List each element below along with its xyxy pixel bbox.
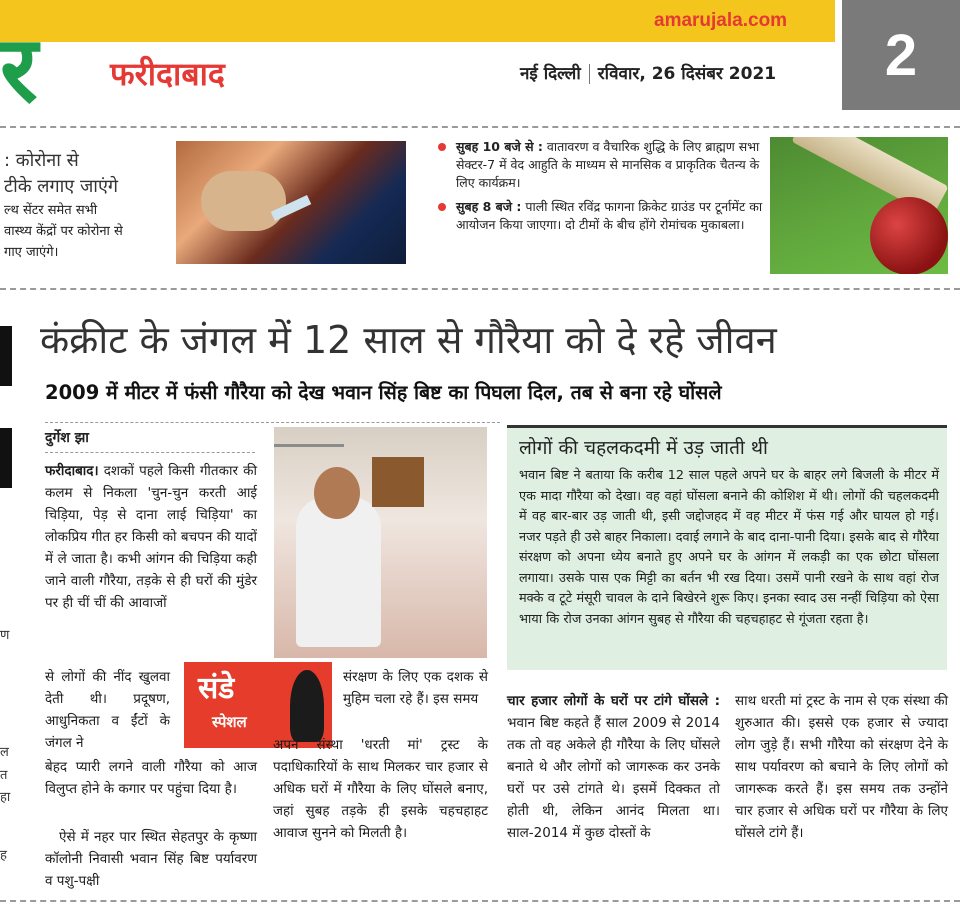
cricket-photo — [770, 137, 948, 274]
page-number: 2 — [842, 0, 960, 110]
article-column — [507, 690, 720, 844]
event-time: सुबह 10 बजे से : — [456, 139, 543, 154]
article-text: संरक्षण के लिए एक दशक से मुहिम चला रहे हैं। इस समय — [343, 669, 488, 707]
badge-subtitle: स्पेशल — [212, 713, 247, 731]
place-name: नई दिल्ली — [520, 64, 581, 84]
divider — [589, 64, 590, 84]
edition-city: फरीदाबाद — [110, 55, 225, 93]
article-text: दशकों पहले किसी गीतकार की कलम से निकला 'चुन-चुन करती आई चिड़िया, पेड़ से दाना लाई चिड़िया' का लोकप्रिय गीत हर किसी को बचपन की यादों में ले जाता है। कभी आंगन की चिड़िया कही जाने वाली गौरैया, तड़के से ही घरों की मुंडेर पर ही चीं चीं की आवाजों — [45, 463, 257, 611]
teaser-snippet — [4, 148, 169, 263]
cricket-ball — [870, 197, 948, 274]
event-text: पाली स्थित रविंद्र फागना क्रिकेट ग्राउंड पर टूर्नामेंट का आयोजन किया जाएगा। दो टीमों के बीच होंगे रोमांचक मुकाबला। — [456, 199, 763, 232]
cut-off-text: ह — [0, 848, 7, 863]
glove-hand — [201, 171, 286, 231]
article-photo — [274, 427, 487, 658]
article-text: से लोगों की नींद खुलवा देती थी। प्रदूषण, आधुनिकता व ईंटों के जंगल ने — [45, 669, 170, 751]
divider — [0, 900, 960, 902]
event-text: वातावरण व वैचारिक शुद्धि के लिए ब्राह्मण सभा सेक्टर-7 में वेद आहुति के माध्यम से मानसिक व प्राकृतिक चैतन्य के लिए कार्यक्रम। — [456, 139, 760, 190]
event-list — [436, 138, 766, 240]
sidebar-text: भवान बिष्ट ने बताया कि करीब 12 साल पहले अपने घर के बाहर लगे बिजली के मीटर में एक मादा गौरैया को देखा। वह वहां घोंसला बनाने की कोशिश में थी। लोगों की चहलकदमी में वह बार-बार उड़ जाती थी, इसी जद्दोजहद में वह मीटर में फंस गई और घायल हो गई। नजर पड़ते ही उसे बाहर निकाला। दवाई लगाने के बाद दाना-पानी दिया। इसके बाद से गौरैया संरक्षण को अपना ध्येय बनाते हुए अपने घर के आंगन में लकड़ी का एक छोटा घोंसला लगाया। उसके पास एक मिट्टी का बर्तन भी रख दिया। उसमें पानी रखने के साथ वहां रोज मक्के व टूटे मंसूरी चावल के दाने बिखेरने शुरू किए। इनका स्वाद उस नन्हीं चिड़िया को ऐसा भाया कि रोज उनका आंगन सुबह से गौरैया की चहचहाहट से गूंजता रहता है। — [519, 468, 939, 627]
article-column — [343, 666, 488, 710]
article-dateline: फरीदाबाद। — [45, 463, 99, 479]
event-item — [436, 198, 766, 234]
teaser-line: टीके लगाए जाएंगे — [4, 176, 119, 197]
man-figure — [296, 497, 381, 647]
divider — [0, 126, 960, 128]
man-head — [314, 467, 360, 519]
cut-off-text: त — [0, 768, 8, 783]
bullet-icon — [438, 143, 446, 151]
article-column — [273, 734, 488, 844]
article-column — [735, 690, 948, 844]
pen-nib-icon — [290, 670, 324, 742]
article-column — [45, 826, 257, 892]
teaser-line: गाए जाएंगे। — [4, 245, 59, 260]
divider — [45, 422, 500, 423]
ceiling-fan — [274, 427, 344, 447]
article-text: भवान बिष्ट कहते हैं साल 2009 से 2014 तक तो वह अकेले ही गौरैया के लिए घोंसले बनाते थे और लोगों को जागरूक कर उनके घरों पर उसे टांगते थे। इसमें दिक्कत तो होती थी, लेकिन आनंद मिलता था। साल-2014 में कुछ दोस्तों के — [507, 715, 720, 841]
teaser-line: वास्थ्य केंद्रों पर कोरोना से — [4, 224, 123, 239]
article-headline: कंक्रीट के जंगल में 12 साल से गौरैया को दे रहे जीवन — [40, 318, 777, 362]
website-brand[interactable]: amarujala.com — [654, 10, 788, 31]
cut-off-text: ल — [0, 745, 9, 760]
issue-date: रविवार, 26 दिसंबर 2021 — [597, 64, 777, 84]
divider — [45, 452, 255, 453]
badge-title: संडे — [198, 671, 235, 706]
article-text: बेहद प्यारी लगने वाली गौरैया को आज विलुप्त होने के कगार पर पहुंचा दिया है। — [45, 759, 257, 797]
article-text: साथ धरती मां ट्रस्ट के नाम से एक संस्था की शुरुआत की। इससे एक हजार से ज्यादा लोग जुड़े हैं। सभी गौरैया को संरक्षण देने के साथ पर्यावरण को बचाने के लिए लोगों को जागरूक करते हैं। इस समय तक उन्होंने चार हजार से अधिक घरों पर गौरैया के लिए घोंसले टांगे हैं। — [735, 693, 948, 841]
vaccination-photo — [176, 141, 406, 264]
bullet-icon — [438, 203, 446, 211]
event-time: सुबह 8 बजे : — [456, 199, 522, 214]
event-item — [436, 138, 766, 192]
teaser-line: : कोरोना से — [4, 150, 79, 171]
byline: दुर्गेश झा — [45, 430, 89, 446]
article-column — [45, 756, 257, 800]
newspaper-logo-fragment: र — [0, 16, 34, 123]
article-text: ऐसे में नहर पार स्थित सेहतपुर के कृष्णा कॉलोनी निवासी भवान सिंह बिष्ट पर्यावरण व पशु-पक्षी — [45, 829, 257, 889]
section-subheading: चार हजार लोगों के घरों पर टांगे घोंसले : — [507, 693, 720, 709]
cut-off-glyph — [0, 326, 12, 386]
cut-off-glyph — [0, 428, 12, 488]
cut-off-text: ण — [0, 628, 10, 643]
cut-off-text: हा — [0, 790, 11, 805]
divider — [0, 288, 960, 290]
sidebar-box — [507, 425, 947, 670]
article-column — [45, 460, 257, 614]
teaser-line: ल्थ सेंटर समेत सभी — [4, 203, 98, 218]
article-column — [45, 666, 170, 754]
dateline — [520, 61, 776, 84]
article-text: अपने संस्था 'धरती मां' ट्रस्ट के पदाधिकारियों के साथ मिलकर चार हजार से अधिक घरों में गौरैया के लिए घोंसले बनाए, जहां सुबह तड़के ही इसके चहचहाहट आवाज सुनने को मिलती है। — [273, 737, 488, 841]
article-subheadline: 2009 में मीटर में फंसी गौरैया को देख भवान सिंह बिष्ट का पिघला दिल, तब से बना रहे घोंसले — [45, 381, 722, 404]
nest-box — [372, 457, 424, 507]
sidebar-heading: लोगों की चहलकदमी में उड़ जाती थी — [519, 437, 768, 459]
